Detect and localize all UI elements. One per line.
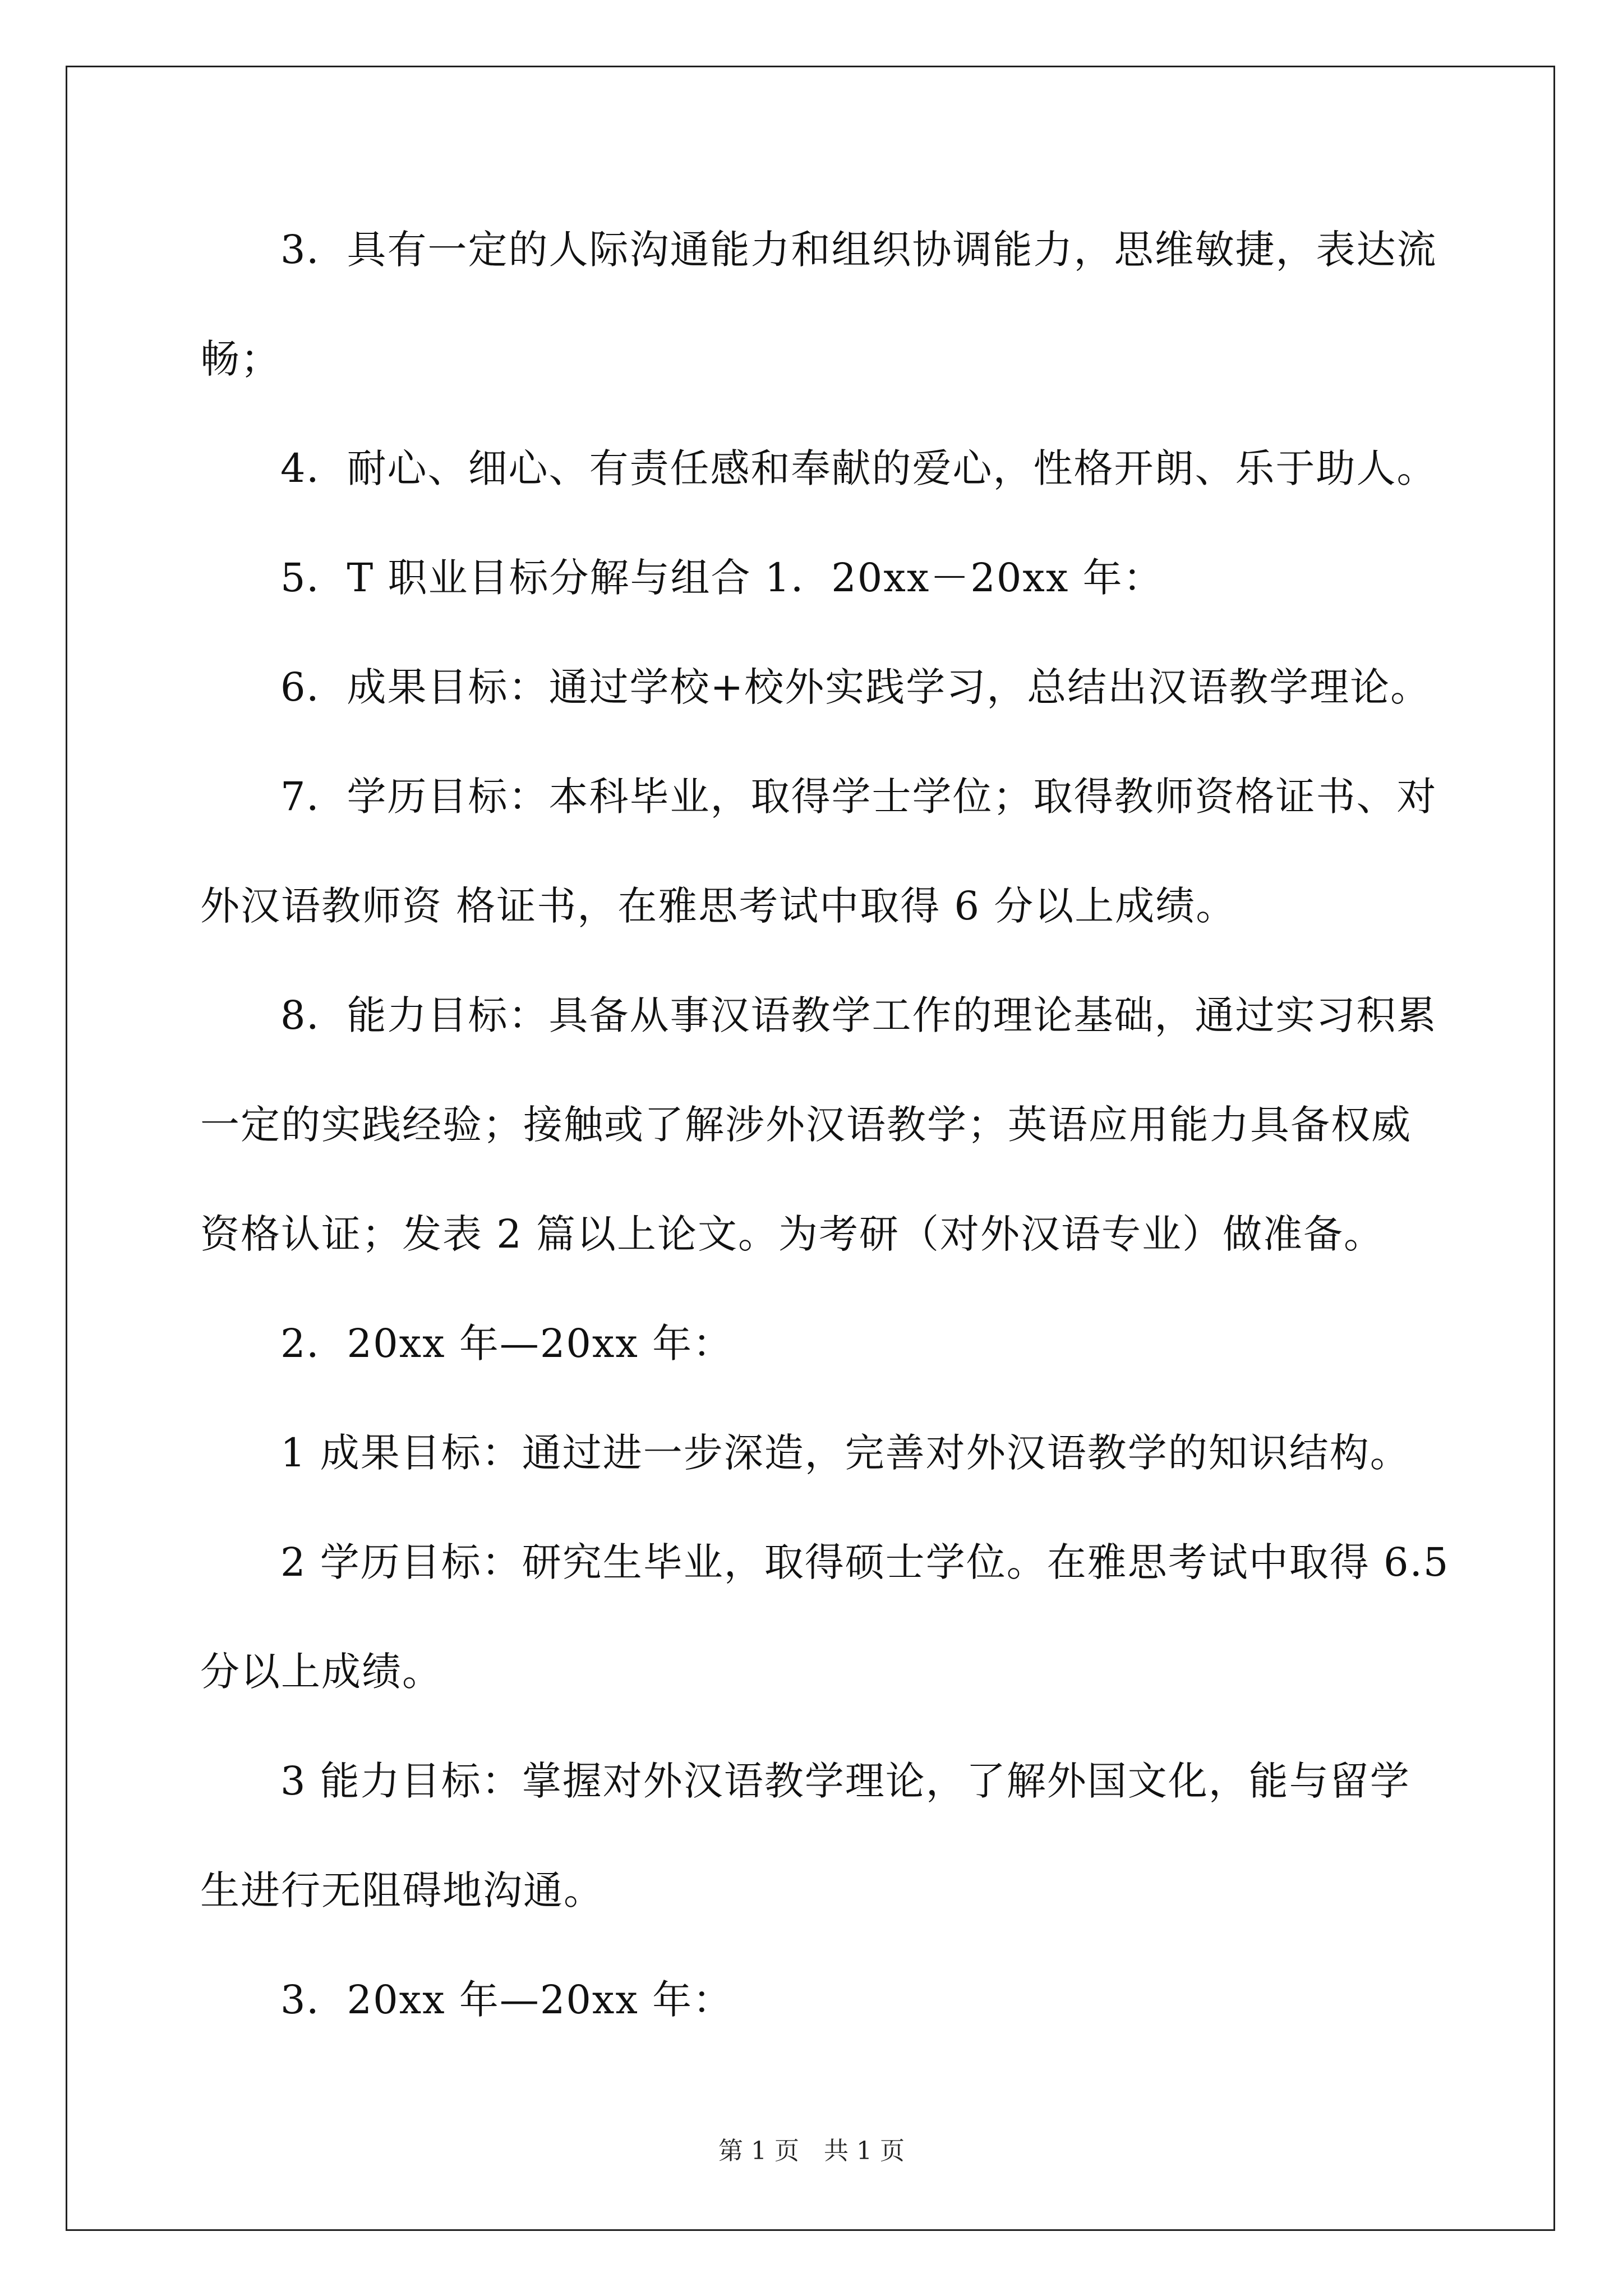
- text-line: 分以上成绩。: [200, 1649, 442, 1695]
- text-line: 8．能力目标：具备从事汉语教学工作的理论基础，通过实习积累: [280, 992, 1437, 1038]
- text-line: 2 学历目标：研究生毕业，取得硕士学位。在雅思考试中取得 6.5: [280, 1539, 1450, 1585]
- text-line: 外汉语教师资 格证书，在雅思考试中取得 6 分以上成绩。: [200, 883, 1237, 929]
- text-line: 5．T 职业目标分解与组合 1．20xx－20xx 年：: [280, 555, 1164, 601]
- text-line: 1 成果目标：通过进一步深造，完善对外汉语教学的知识结构。: [280, 1430, 1410, 1476]
- text-line: 3．20xx 年—20xx 年：: [280, 1977, 734, 2023]
- text-line: 6．成果目标：通过学校+校外实践学习，总结出汉语教学理论。: [280, 664, 1431, 710]
- text-line: 7．学历目标：本科毕业，取得学士学位；取得教师资格证书、对: [280, 774, 1437, 820]
- text-line: 2．20xx 年—20xx 年：: [280, 1320, 734, 1366]
- text-line: 资格认证；发表 2 篇以上论文。为考研（对外汉语专业）做准备。: [200, 1211, 1385, 1257]
- text-line: 畅；: [200, 336, 281, 382]
- text-line: 生进行无阻碍地沟通。: [200, 1867, 604, 1913]
- page-number-footer: 第 1 页 共 1 页: [718, 2137, 905, 2165]
- text-line: 3．具有一定的人际沟通能力和组织协调能力，思维敏捷，表达流: [280, 227, 1437, 273]
- text-line: 4．耐心、细心、有责任感和奉献的爱心，性格开朗、乐于助人。: [280, 445, 1437, 491]
- text-line: 一定的实践经验；接触或了解涉外汉语教学；英语应用能力具备权威: [200, 1102, 1412, 1148]
- text-line: 3 能力目标：掌握对外汉语教学理论，了解外国文化，能与留学: [280, 1758, 1410, 1804]
